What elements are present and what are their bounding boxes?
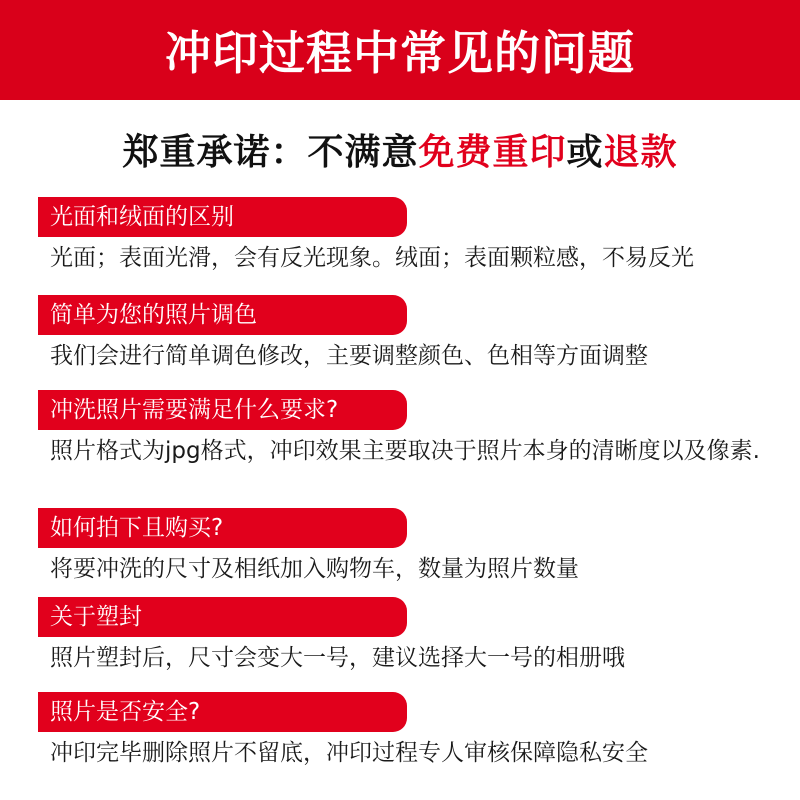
faq-item-how-to-buy bbox=[38, 508, 778, 586]
faq-answer: 冲印完毕删除照片不留底，冲印过程专人审核保障隐私安全 bbox=[50, 740, 648, 766]
promise-prefix: 郑重承诺：不满意 bbox=[122, 132, 419, 173]
faq-answer: 我们会进行简单调色修改，主要调整颜色、色相等方面调整 bbox=[50, 343, 648, 369]
faq-question: 如何拍下且购买? bbox=[38, 508, 407, 548]
promise-highlight-refund: 退款 bbox=[603, 132, 678, 173]
promise-middle: 或 bbox=[566, 132, 604, 173]
faq-item-privacy bbox=[38, 692, 778, 770]
faq-answer: 照片塑封后，尺寸会变大一号，建议选择大一号的相册哦 bbox=[50, 645, 625, 671]
promise-highlight-reprint: 免费重印 bbox=[418, 132, 567, 173]
faq-item-lamination bbox=[38, 597, 778, 675]
faq-question: 关于塑封 bbox=[38, 597, 407, 637]
faq-question: 光面和绒面的区别 bbox=[38, 197, 407, 237]
faq-item-color-adjust bbox=[38, 295, 778, 373]
page-title: 冲印过程中常见的问题 bbox=[165, 26, 635, 80]
faq-answer: 照片格式为jpg格式，冲印效果主要取决于照片本身的清晰度以及像素. bbox=[50, 438, 760, 464]
page-header bbox=[0, 0, 800, 100]
promise-banner bbox=[0, 124, 800, 175]
faq-question: 照片是否安全? bbox=[38, 692, 407, 732]
faq-item-gloss-vs-matte bbox=[38, 197, 778, 275]
faq-question: 冲洗照片需要满足什么要求? bbox=[38, 390, 407, 430]
faq-question: 简单为您的照片调色 bbox=[38, 295, 407, 335]
faq-answer: 光面；表面光滑，会有反光现象。绒面；表面颗粒感，不易反光 bbox=[50, 245, 694, 271]
faq-item-requirements bbox=[38, 390, 778, 468]
faq-answer: 将要冲洗的尺寸及相纸加入购物车，数量为照片数量 bbox=[50, 556, 579, 582]
